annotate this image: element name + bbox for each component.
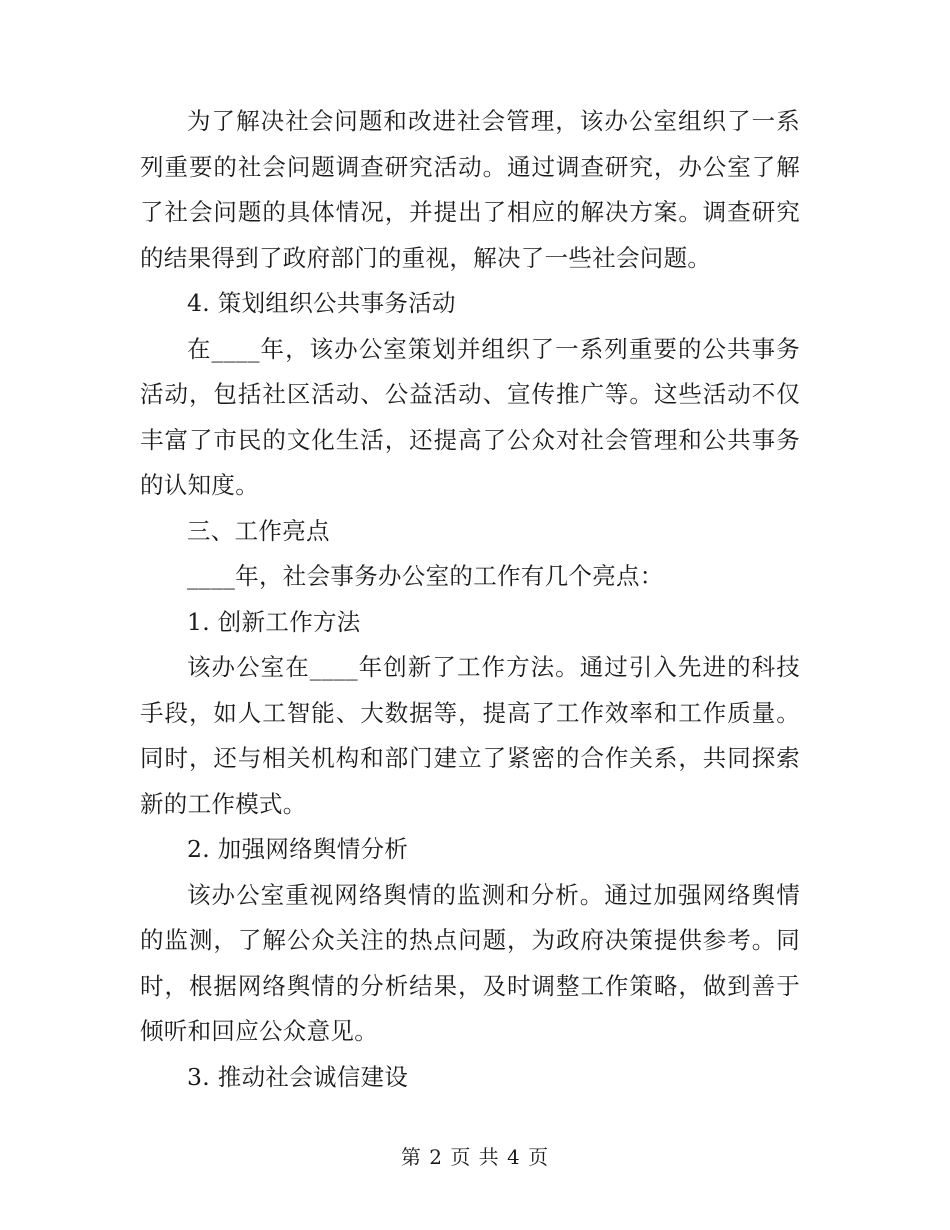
heading-work-highlights: 三、工作亮点 [187,516,330,545]
paragraph-highlights-intro: ____年，社会事务办公室的工作有几个亮点： [187,562,664,590]
heading-social-credit: 3. 推动社会诚信建设 [187,1062,409,1091]
paragraph-network-opinion: 该办公室重视网络舆情的监测和分析。通过加强网络舆情的监测，了解公众关注的热点问题，为政府决策提供参考。同时，根据网络舆情的分析结果，及时调整工作策略，做到善于倾听和回应公众意见。 [140,880,800,1045]
paragraph-public-affairs: 在____年，该办公室策划并组织了一系列重要的公共事务活动，包括社区活动、公益活动、宣传推广等。这些活动不仅丰富了市民的文化生活，还提高了公众对社会管理和公共事务的认知度。 [140,334,800,499]
heading-network-opinion-analysis: 2. 加强网络舆情分析 [187,835,409,863]
paragraph-innovative-methods: 该办公室在____年创新了工作方法。通过引入先进的科技手段，如人工智能、大数据等，提高了工作效率和工作质量。同时，还与相关机构和部门建立了紧密的合作关系，共同探索新的工作模式。 [140,653,800,818]
heading-public-affairs-activities: 4. 策划组织公共事务活动 [187,289,456,317]
page-number-footer: 第 2 页 共 4 页 [400,1145,550,1169]
heading-innovative-methods: 1. 创新工作方法 [187,607,361,636]
document-body [140,99,800,1100]
paragraph-survey-research: 为了解决社会问题和改进社会管理，该办公室组织了一系列重要的社会问题调查研究活动。通过调查研究，办公室了解了社会问题的具体情况，并提出了相应的解决方案。调查研究的结果得到了政府部门的重视，解决了一些社会问题。 [140,107,800,272]
